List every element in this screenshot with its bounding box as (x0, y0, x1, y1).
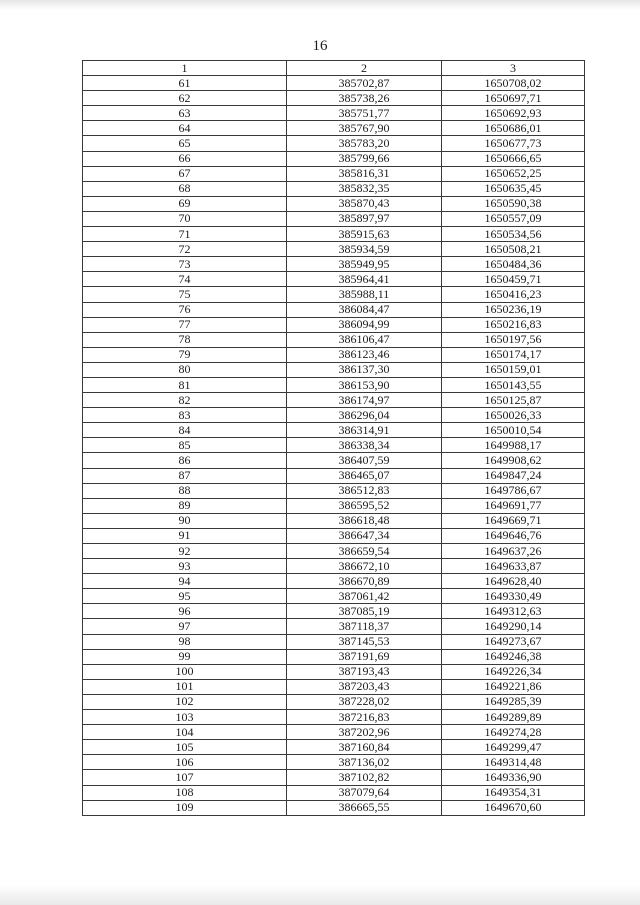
table-row (83, 408, 585, 423)
table-row (83, 393, 585, 408)
table-row (83, 755, 585, 770)
cell-point-number: 109 (83, 800, 287, 815)
table-row (83, 438, 585, 453)
cell-x-coordinate: 385988,11 (287, 287, 442, 302)
cell-x-coordinate: 385799,66 (287, 151, 442, 166)
cell-point-number: 80 (83, 362, 287, 377)
table-row (83, 151, 585, 166)
cell-y-coordinate: 1649670,60 (442, 800, 585, 815)
cell-x-coordinate: 387145,53 (287, 634, 442, 649)
cell-y-coordinate: 1650697,71 (442, 91, 585, 106)
column-header-y: 3 (442, 61, 585, 76)
table-row (83, 332, 585, 347)
table-row (83, 136, 585, 151)
table-row (83, 604, 585, 619)
cell-y-coordinate: 1649988,17 (442, 438, 585, 453)
cell-x-coordinate: 387203,43 (287, 679, 442, 694)
cell-x-coordinate: 385738,26 (287, 91, 442, 106)
cell-x-coordinate: 385767,90 (287, 121, 442, 136)
cell-x-coordinate: 386659,54 (287, 544, 442, 559)
table-row (83, 498, 585, 513)
cell-y-coordinate: 1650534,56 (442, 227, 585, 242)
cell-x-coordinate: 386465,07 (287, 468, 442, 483)
cell-y-coordinate: 1649786,67 (442, 483, 585, 498)
cell-x-coordinate: 385702,87 (287, 76, 442, 91)
cell-x-coordinate: 385964,41 (287, 272, 442, 287)
cell-point-number: 93 (83, 559, 287, 574)
cell-point-number: 85 (83, 438, 287, 453)
cell-y-coordinate: 1650416,23 (442, 287, 585, 302)
table-row (83, 196, 585, 211)
cell-y-coordinate: 1649299,47 (442, 740, 585, 755)
cell-x-coordinate: 386296,04 (287, 408, 442, 423)
column-header-point: 1 (83, 61, 287, 76)
cell-point-number: 82 (83, 393, 287, 408)
table-row (83, 181, 585, 196)
cell-point-number: 75 (83, 287, 287, 302)
cell-x-coordinate: 386665,55 (287, 800, 442, 815)
cell-y-coordinate: 1650174,17 (442, 347, 585, 362)
cell-y-coordinate: 1650026,33 (442, 408, 585, 423)
cell-point-number: 77 (83, 317, 287, 332)
cell-y-coordinate: 1649336,90 (442, 770, 585, 785)
cell-y-coordinate: 1650143,55 (442, 377, 585, 392)
cell-x-coordinate: 387061,42 (287, 589, 442, 604)
cell-x-coordinate: 385816,31 (287, 166, 442, 181)
table-row (83, 257, 585, 272)
cell-x-coordinate: 386672,10 (287, 559, 442, 574)
cell-y-coordinate: 1649221,86 (442, 679, 585, 694)
cell-y-coordinate: 1649691,77 (442, 498, 585, 513)
cell-y-coordinate: 1649314,48 (442, 755, 585, 770)
cell-y-coordinate: 1649289,89 (442, 710, 585, 725)
cell-x-coordinate: 385897,97 (287, 211, 442, 226)
table-row (83, 710, 585, 725)
cell-point-number: 105 (83, 740, 287, 755)
table-row (83, 513, 585, 528)
cell-point-number: 107 (83, 770, 287, 785)
table-row (83, 242, 585, 257)
cell-point-number: 71 (83, 227, 287, 242)
cell-y-coordinate: 1650692,93 (442, 106, 585, 121)
cell-point-number: 86 (83, 453, 287, 468)
cell-x-coordinate: 387118,37 (287, 619, 442, 634)
cell-point-number: 84 (83, 423, 287, 438)
cell-x-coordinate: 387228,02 (287, 694, 442, 709)
cell-x-coordinate: 386153,90 (287, 377, 442, 392)
table-row (83, 785, 585, 800)
cell-x-coordinate: 386670,89 (287, 574, 442, 589)
cell-point-number: 92 (83, 544, 287, 559)
cell-point-number: 99 (83, 649, 287, 664)
cell-y-coordinate: 1650508,21 (442, 242, 585, 257)
cell-x-coordinate: 385832,35 (287, 181, 442, 196)
cell-y-coordinate: 1650666,65 (442, 151, 585, 166)
cell-y-coordinate: 1649847,24 (442, 468, 585, 483)
cell-point-number: 65 (83, 136, 287, 151)
cell-point-number: 69 (83, 196, 287, 211)
cell-point-number: 108 (83, 785, 287, 800)
cell-point-number: 83 (83, 408, 287, 423)
cell-point-number: 94 (83, 574, 287, 589)
cell-y-coordinate: 1650125,87 (442, 393, 585, 408)
cell-x-coordinate: 387193,43 (287, 664, 442, 679)
cell-x-coordinate: 385783,20 (287, 136, 442, 151)
cell-x-coordinate: 387079,64 (287, 785, 442, 800)
cell-x-coordinate: 386595,52 (287, 498, 442, 513)
cell-point-number: 90 (83, 513, 287, 528)
cell-y-coordinate: 1649633,87 (442, 559, 585, 574)
cell-point-number: 79 (83, 347, 287, 362)
cell-x-coordinate: 386314,91 (287, 423, 442, 438)
cell-point-number: 61 (83, 76, 287, 91)
cell-x-coordinate: 385949,95 (287, 257, 442, 272)
cell-x-coordinate: 387216,83 (287, 710, 442, 725)
cell-y-coordinate: 1650557,09 (442, 211, 585, 226)
table-row (83, 770, 585, 785)
table-row (83, 559, 585, 574)
cell-point-number: 88 (83, 483, 287, 498)
cell-point-number: 67 (83, 166, 287, 181)
table-row (83, 287, 585, 302)
cell-y-coordinate: 1650708,02 (442, 76, 585, 91)
table-row (83, 649, 585, 664)
cell-x-coordinate: 386106,47 (287, 332, 442, 347)
cell-point-number: 97 (83, 619, 287, 634)
cell-y-coordinate: 1650686,01 (442, 121, 585, 136)
page-number: 16 (312, 38, 328, 54)
table-row (83, 468, 585, 483)
cell-y-coordinate: 1649628,40 (442, 574, 585, 589)
cell-x-coordinate: 386174,97 (287, 393, 442, 408)
table-row (83, 483, 585, 498)
cell-y-coordinate: 1650010,54 (442, 423, 585, 438)
table-row (83, 679, 585, 694)
cell-x-coordinate: 385870,43 (287, 196, 442, 211)
cell-y-coordinate: 1649646,76 (442, 528, 585, 543)
cell-point-number: 66 (83, 151, 287, 166)
cell-x-coordinate: 387085,19 (287, 604, 442, 619)
table-row (83, 725, 585, 740)
cell-y-coordinate: 1649285,39 (442, 694, 585, 709)
cell-y-coordinate: 1649669,71 (442, 513, 585, 528)
table-row (83, 106, 585, 121)
table-row (83, 800, 585, 815)
cell-x-coordinate: 386123,46 (287, 347, 442, 362)
cell-x-coordinate: 386647,34 (287, 528, 442, 543)
cell-x-coordinate: 387202,96 (287, 725, 442, 740)
table-row (83, 121, 585, 136)
table-row (83, 317, 585, 332)
cell-y-coordinate: 1650590,38 (442, 196, 585, 211)
cell-y-coordinate: 1649312,63 (442, 604, 585, 619)
column-header-x: 2 (287, 61, 442, 76)
cell-point-number: 74 (83, 272, 287, 287)
cell-y-coordinate: 1649637,26 (442, 544, 585, 559)
table-row (83, 423, 585, 438)
cell-y-coordinate: 1649354,31 (442, 785, 585, 800)
cell-x-coordinate: 386618,48 (287, 513, 442, 528)
cell-x-coordinate: 387136,02 (287, 755, 442, 770)
cell-point-number: 64 (83, 121, 287, 136)
coordinates-table-body (83, 61, 585, 816)
coordinates-table (82, 60, 585, 816)
cell-x-coordinate: 386137,30 (287, 362, 442, 377)
table-row (83, 91, 585, 106)
cell-point-number: 81 (83, 377, 287, 392)
cell-point-number: 62 (83, 91, 287, 106)
cell-x-coordinate: 385934,59 (287, 242, 442, 257)
cell-point-number: 102 (83, 694, 287, 709)
cell-y-coordinate: 1650216,83 (442, 317, 585, 332)
cell-point-number: 70 (83, 211, 287, 226)
table-row (83, 302, 585, 317)
table-row (83, 166, 585, 181)
cell-y-coordinate: 1650652,25 (442, 166, 585, 181)
table-row (83, 589, 585, 604)
table-row (83, 619, 585, 634)
table-row (83, 544, 585, 559)
cell-x-coordinate: 385751,77 (287, 106, 442, 121)
table-row (83, 453, 585, 468)
cell-point-number: 100 (83, 664, 287, 679)
cell-x-coordinate: 387102,82 (287, 770, 442, 785)
cell-y-coordinate: 1649246,38 (442, 649, 585, 664)
cell-y-coordinate: 1649273,67 (442, 634, 585, 649)
cell-x-coordinate: 386407,59 (287, 453, 442, 468)
cell-point-number: 89 (83, 498, 287, 513)
cell-y-coordinate: 1650459,71 (442, 272, 585, 287)
table-row (83, 76, 585, 91)
cell-point-number: 87 (83, 468, 287, 483)
table-row (83, 362, 585, 377)
cell-x-coordinate: 385915,63 (287, 227, 442, 242)
cell-y-coordinate: 1650677,73 (442, 136, 585, 151)
cell-y-coordinate: 1649908,62 (442, 453, 585, 468)
cell-point-number: 96 (83, 604, 287, 619)
table-row (83, 528, 585, 543)
table-row (83, 740, 585, 755)
cell-point-number: 98 (83, 634, 287, 649)
cell-point-number: 106 (83, 755, 287, 770)
table-row (83, 211, 585, 226)
table-row (83, 377, 585, 392)
table-row (83, 664, 585, 679)
table-row (83, 347, 585, 362)
cell-point-number: 103 (83, 710, 287, 725)
cell-y-coordinate: 1650159,01 (442, 362, 585, 377)
cell-x-coordinate: 386084,47 (287, 302, 442, 317)
cell-point-number: 78 (83, 332, 287, 347)
cell-point-number: 63 (83, 106, 287, 121)
table-row (83, 227, 585, 242)
cell-y-coordinate: 1649226,34 (442, 664, 585, 679)
table-header-row (83, 61, 585, 76)
cell-point-number: 91 (83, 528, 287, 543)
cell-y-coordinate: 1650236,19 (442, 302, 585, 317)
cell-y-coordinate: 1650197,56 (442, 332, 585, 347)
cell-point-number: 95 (83, 589, 287, 604)
table-row (83, 272, 585, 287)
cell-x-coordinate: 386094,99 (287, 317, 442, 332)
cell-y-coordinate: 1649290,14 (442, 619, 585, 634)
scan-edge-bottom (0, 885, 640, 905)
table-row (83, 634, 585, 649)
cell-point-number: 104 (83, 725, 287, 740)
table-row (83, 694, 585, 709)
cell-x-coordinate: 386338,34 (287, 438, 442, 453)
cell-point-number: 73 (83, 257, 287, 272)
cell-point-number: 68 (83, 181, 287, 196)
cell-point-number: 76 (83, 302, 287, 317)
cell-y-coordinate: 1649274,28 (442, 725, 585, 740)
cell-point-number: 101 (83, 679, 287, 694)
cell-x-coordinate: 387160,84 (287, 740, 442, 755)
cell-x-coordinate: 386512,83 (287, 483, 442, 498)
table-row (83, 574, 585, 589)
cell-x-coordinate: 387191,69 (287, 649, 442, 664)
cell-y-coordinate: 1650635,45 (442, 181, 585, 196)
cell-point-number: 72 (83, 242, 287, 257)
cell-y-coordinate: 1649330,49 (442, 589, 585, 604)
scan-edge-top (0, 0, 640, 10)
cell-y-coordinate: 1650484,36 (442, 257, 585, 272)
